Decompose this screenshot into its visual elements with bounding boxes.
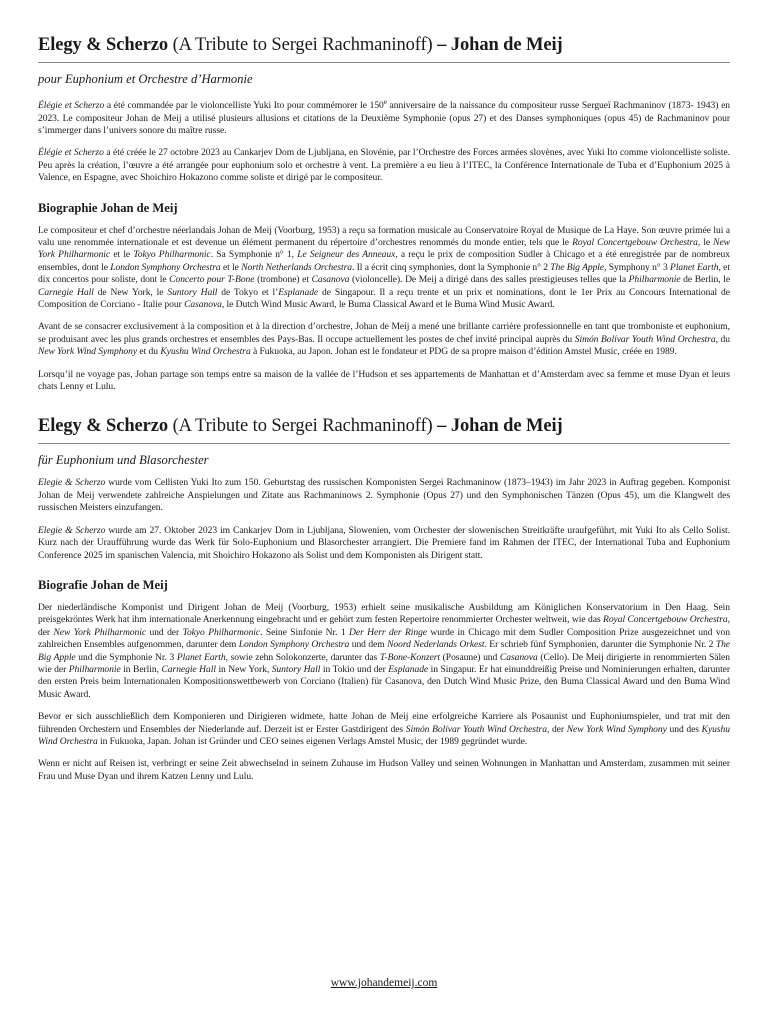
text-run: de Singapour. Il a reçu trente et un prix et nominations, dont le 1er Prix au Concours International de Composition de Corciano - Italie pour — [38, 286, 730, 311]
italic-run: Simón Bolívar Youth Wind Orchestra — [574, 333, 716, 345]
section-german — [38, 415, 730, 783]
italic-run: Carnegie Hall — [161, 663, 216, 675]
text-run: und des — [666, 723, 702, 735]
title-composer: Johan de Meij — [450, 35, 563, 55]
italic-run: Carnegie Hall — [38, 286, 94, 298]
text-run: , le — [697, 237, 714, 249]
text-run: et du — [137, 346, 161, 358]
italic-run: Casanova — [184, 299, 222, 311]
text-run: , Symphony n° 3 — [604, 261, 671, 273]
italic-run: Planet Earth — [176, 651, 226, 663]
text-run: . Il a écrit cinq symphonies, dont la Symphonie n° 2 — [351, 261, 551, 273]
text-run: et le — [220, 261, 242, 273]
title-work: Elegy & Scherzo — [38, 416, 169, 437]
text-run: , a reçu le prix de composition Sudler à Chicago et a été enregistrée par de nombreux ensembles, dont le — [38, 249, 731, 273]
title-work: Elegy & Scherzo — [38, 35, 169, 55]
paragraph-de-career — [38, 711, 730, 748]
text-run: et le — [110, 249, 134, 261]
page-title-french — [38, 34, 730, 63]
text-run: de Berlin, le — [680, 274, 731, 286]
text-run: in Singapur. Er hat einunddreißig Preise und Nominierungen erhalten, darunter den ersten Preis beim Internationalen Kompositionswettbewerb von Corciano (Italien) für Casanova, den Dutch Wind Music Prize, den Buma Classical Award und den Buma Wind Music Award. — [38, 663, 730, 700]
text-run: in Tokio und der — [320, 663, 389, 675]
italic-run: Philharmonie — [68, 663, 121, 675]
paragraph-fr-premiere — [38, 147, 730, 184]
text-run: . Er schrieb fünf Symphonien, darunter die Symphonie Nr. 2 — [484, 639, 716, 651]
paragraph-fr-bio — [38, 225, 730, 312]
text-run: (Cello). De Meij dirigierte in renommierten Sälen wie der — [38, 651, 730, 675]
italic-run: Kyushu Wind Orchestra — [160, 346, 251, 358]
italic-run: Esplanade — [388, 663, 429, 675]
italic-run: The Big Apple — [38, 639, 730, 663]
text-run: in Berlin, — [120, 663, 162, 675]
text-run: wurde in Chicago mit dem Sudler Composition Prize ausgezeichnet und von zahlreichen Ensembles aufgenommen, darunter dem — [38, 626, 730, 651]
italic-run: Der Herr der Ringe — [349, 626, 427, 638]
paragraph-fr-intro — [38, 96, 730, 137]
text-run: und die Symphonie Nr. 3 — [75, 651, 177, 663]
section-french — [38, 34, 730, 393]
subtitle-german: für Euphonium und Blasorchester — [38, 453, 209, 468]
subtitle-french: pour Euphonium et Orchestre d’Harmonie — [38, 72, 253, 86]
italic-run: Tokyo Philharmonic — [182, 626, 261, 638]
text-run: Le compositeur et chef d’orchestre néerlandais Johan de Meij (Voorburg, 1953) a reçu sa formation musicale au Conservatoire Royal de Musique de La Haye. Son œuvre primée lui a valu une renommée internationale et est devenue un élément permanent du répertoire d’orchestres renommés du monde entier, tels que le — [38, 224, 730, 249]
italic-run: New York Wind Symphony — [566, 723, 667, 735]
paragraph-fr-career — [38, 321, 730, 358]
text-run: , der — [546, 723, 567, 735]
italic-run: London Symphony Orchestra — [110, 261, 221, 273]
text-run: und der — [146, 626, 183, 638]
italic-run: Esplanade — [278, 286, 319, 298]
italic-run: Philharmonie — [628, 274, 681, 286]
text-run: . Sa Symphonie n° 1, — [210, 249, 298, 261]
title-tribute: (A Tribute to Sergei Rachmaninoff) — [172, 416, 433, 437]
paragraph-de-intro — [38, 477, 730, 514]
italic-run: North Netherlands Orchestra — [241, 261, 352, 273]
footer — [0, 976, 768, 990]
italic-run: T-Bone-Konzert — [379, 651, 441, 663]
website-link[interactable]: www.johandemeij.com — [330, 977, 438, 989]
text-run: (trombone) et — [254, 274, 312, 286]
text-run: wurde am 27. Oktober 2023 im Cankarjev Dom in Ljubljana, Slowenien, vom Orchester der slowenischen Streitkräfte uraufgeführt, mit Yuki Ito als Cello Solist. Kurz nach der Uraufführung wurde das Werk für Solo-Euphonium und Blasorchester arrangiert. Die Premiere fand im Rahmen der ITEC, der International Tuba and Euphonium Conference 2025 im spanischen Valencia, mit Shoichiro Hokazono als Solist und dem Komponisten als Dirigent statt. — [38, 524, 730, 561]
text-run: , sowie zehn Solokonzerte, darunter das — [225, 651, 380, 663]
title-tribute: (A Tribute to Sergei Rachmaninoff) — [172, 35, 433, 55]
paragraph-de-premiere — [38, 525, 730, 562]
italic-run: Royal Concertgebouw Orchestra — [603, 614, 728, 626]
text-run: de Tokyo et l’ — [217, 286, 279, 298]
text-run: a été commandée par le violoncelliste Yuki Ito pour commémorer le 150 — [104, 100, 384, 112]
paragraph-fr-personal: Lorsqu’il ne voyage pas, Johan partage son temps entre sa maison de la vallée de l’Hudson et ses appartements de Manhattan et d’Amsterdam avec sa femme et muse Dyan et leurs chats Lenny et Lulu. — [38, 368, 730, 393]
text-run: in New York, — [215, 663, 272, 675]
work-title-italic: Elegie & Scherzo — [38, 477, 106, 489]
text-run: , der — [38, 614, 730, 638]
title-dash: – — [437, 416, 447, 437]
text-run: Avant de se consacrer exclusivement à la composition et à la direction d’orchestre, Johan de Meij a mené une brillante carrière professionnelle en tant que tromboniste et euphonium, se produisant avec les plus grands orchestres et ensembles des Pays-Bas. Il occupe actuellement les postes de chef invité principal auprès du — [38, 321, 730, 345]
italic-run: The Big Apple — [550, 261, 605, 273]
heading-biographie: Biographie Johan de Meij — [38, 200, 178, 215]
text-run: und dem — [349, 639, 388, 651]
italic-run: Concerto pour T-Bone — [169, 274, 255, 286]
italic-run: Kyushu Wind Orchestra — [38, 723, 730, 747]
title-dash: – — [437, 35, 447, 55]
superscript: e — [383, 98, 387, 106]
text-run: de New York, le — [93, 286, 168, 298]
work-title-italic: Elegie & Scherzo — [38, 524, 106, 536]
text-run: (violoncelle). De Meij a dirigé dans des salles prestigieuses telles que la — [349, 274, 629, 286]
italic-run: New York Wind Symphony — [38, 346, 138, 358]
text-run: in Fukuoka, Japan. Johan ist Gründer und CEO seines eigenen Verlags Amstel Music, der 1989 gegründet wurde. — [97, 735, 528, 747]
text-run: à Fukuoka, au Japon. Johan est le fondateur et PDG de sa propre maison d’édition Amstel Music, créée en 1989. — [250, 346, 677, 358]
text-run: . Seine Sinfonie Nr. 1 — [260, 626, 350, 638]
italic-run: Planet Earth — [670, 261, 719, 273]
italic-run: New York Philharmonic — [53, 626, 147, 638]
work-title-italic: Élégie et Scherzo — [38, 147, 104, 159]
italic-run: Royal Concertgebouw Orchestra — [572, 237, 698, 249]
italic-run: Casanova — [499, 651, 538, 663]
italic-run: London Symphony Orchestra — [238, 639, 350, 651]
italic-run: Suntory Hall — [167, 286, 218, 298]
paragraph-de-bio — [38, 602, 730, 701]
text-run: anniversaire de la naissance du compositeur russe Sergueï Rachmaninov (1873- 1943) en 2023. Le compositeur Johan de Meij a utilisé plusieurs allusions et citations de la Deuxième Symphonie (opus 27) et des Danses symphoniques (opus 45) de Rachmaninov pour s’immerger dans l’univers sonore du maître russe. — [38, 100, 730, 136]
text-run: Bevor er sich ausschließlich dem Komponieren und Dirigieren widmete, hatte Johan de Meij eine erfolgreiche Karriere als Posaunist und Euphoniumspieler, und trat mit den führenden Orchestern und Ensembles der Niederlande auf. Derzeit ist er Erster Gastdirigent des — [38, 711, 730, 735]
text-run: Der niederländische Komponist und Dirigent Johan de Meij (Voorburg, 1953) erhielt seine musikalische Ausbildung am Königlichen Konservatorium in Den Haag. Sein preisgekröntes Werk hat ihm internationale Anerkennung eingebracht und er gehört zum festen Repertoire renommierter Orchester weltweit, wie das — [38, 601, 730, 626]
page-title-german — [38, 415, 730, 444]
italic-run: Suntory Hall — [271, 663, 321, 675]
paragraph-de-personal: Wenn er nicht auf Reisen ist, verbringt er seine Zeit abwechselnd in seinem Zuhause im Hudson Valley und seinen Wohnungen in Manhattan und Amsterdam, zusammen mit seiner Frau und Muse Dyan und ihrem Katzen Lenny und Lulu. — [38, 758, 730, 782]
heading-biografie: Biografie Johan de Meij — [38, 577, 168, 592]
italic-run: Le Seigneur des Anneaux — [297, 249, 396, 261]
text-run: , du — [715, 333, 731, 345]
text-run: a été créée le 27 octobre 2023 au Cankarjev Dom de Ljubljana, en Slovénie, par l’Orchestre des Forces armées slovènes, avec Yuki Ito comme violoncelliste soliste. Peu après la création, l’œuvre a été arrangée pour euphonium solo et orchestre à vent. La première a eu lieu à l’ITEC, la Conférence Internationale de Tuba et d’Euphonium 2025 à Valence, en Espagne, avec Shoichiro Hokazono comme soliste et dirigé par le compositeur. — [38, 147, 730, 184]
italic-run: Noord Nederlands Orkest — [387, 639, 485, 651]
text-run: , le Dutch Wind Music Award, le Buma Classical Award et le Buma Wind Music Award. — [221, 299, 555, 311]
title-composer: Johan de Meij — [450, 416, 563, 437]
work-title-italic: Élégie et Scherzo — [38, 100, 105, 112]
italic-run: Simón Bolívar Youth Wind Orchestra — [405, 723, 547, 735]
text-run: wurde vom Cellisten Yuki Ito zum 150. Geburtstag des russischen Komponisten Sergei Rachmaninow (1873–1943) im Jahr 2023 in Auftrag gegeben. Komponist Johan de Meij verwendete zahlreiche Anspielungen und Zitate aus Rachmaninows 2. Symphonie (Opus 27) und den Symphonischen Tänzen (Opus 45), um die Klangwelt des russischen Meisters einzufangen. — [38, 477, 730, 514]
italic-run: New York Philharmonic — [38, 237, 730, 261]
text-run: (Posaune) und — [440, 651, 500, 663]
italic-run: Tokyo Philharmonic — [133, 249, 211, 261]
text-run: , et dix concertos pour soliste, dont le — [38, 261, 730, 286]
italic-run: Casanova — [311, 274, 350, 286]
